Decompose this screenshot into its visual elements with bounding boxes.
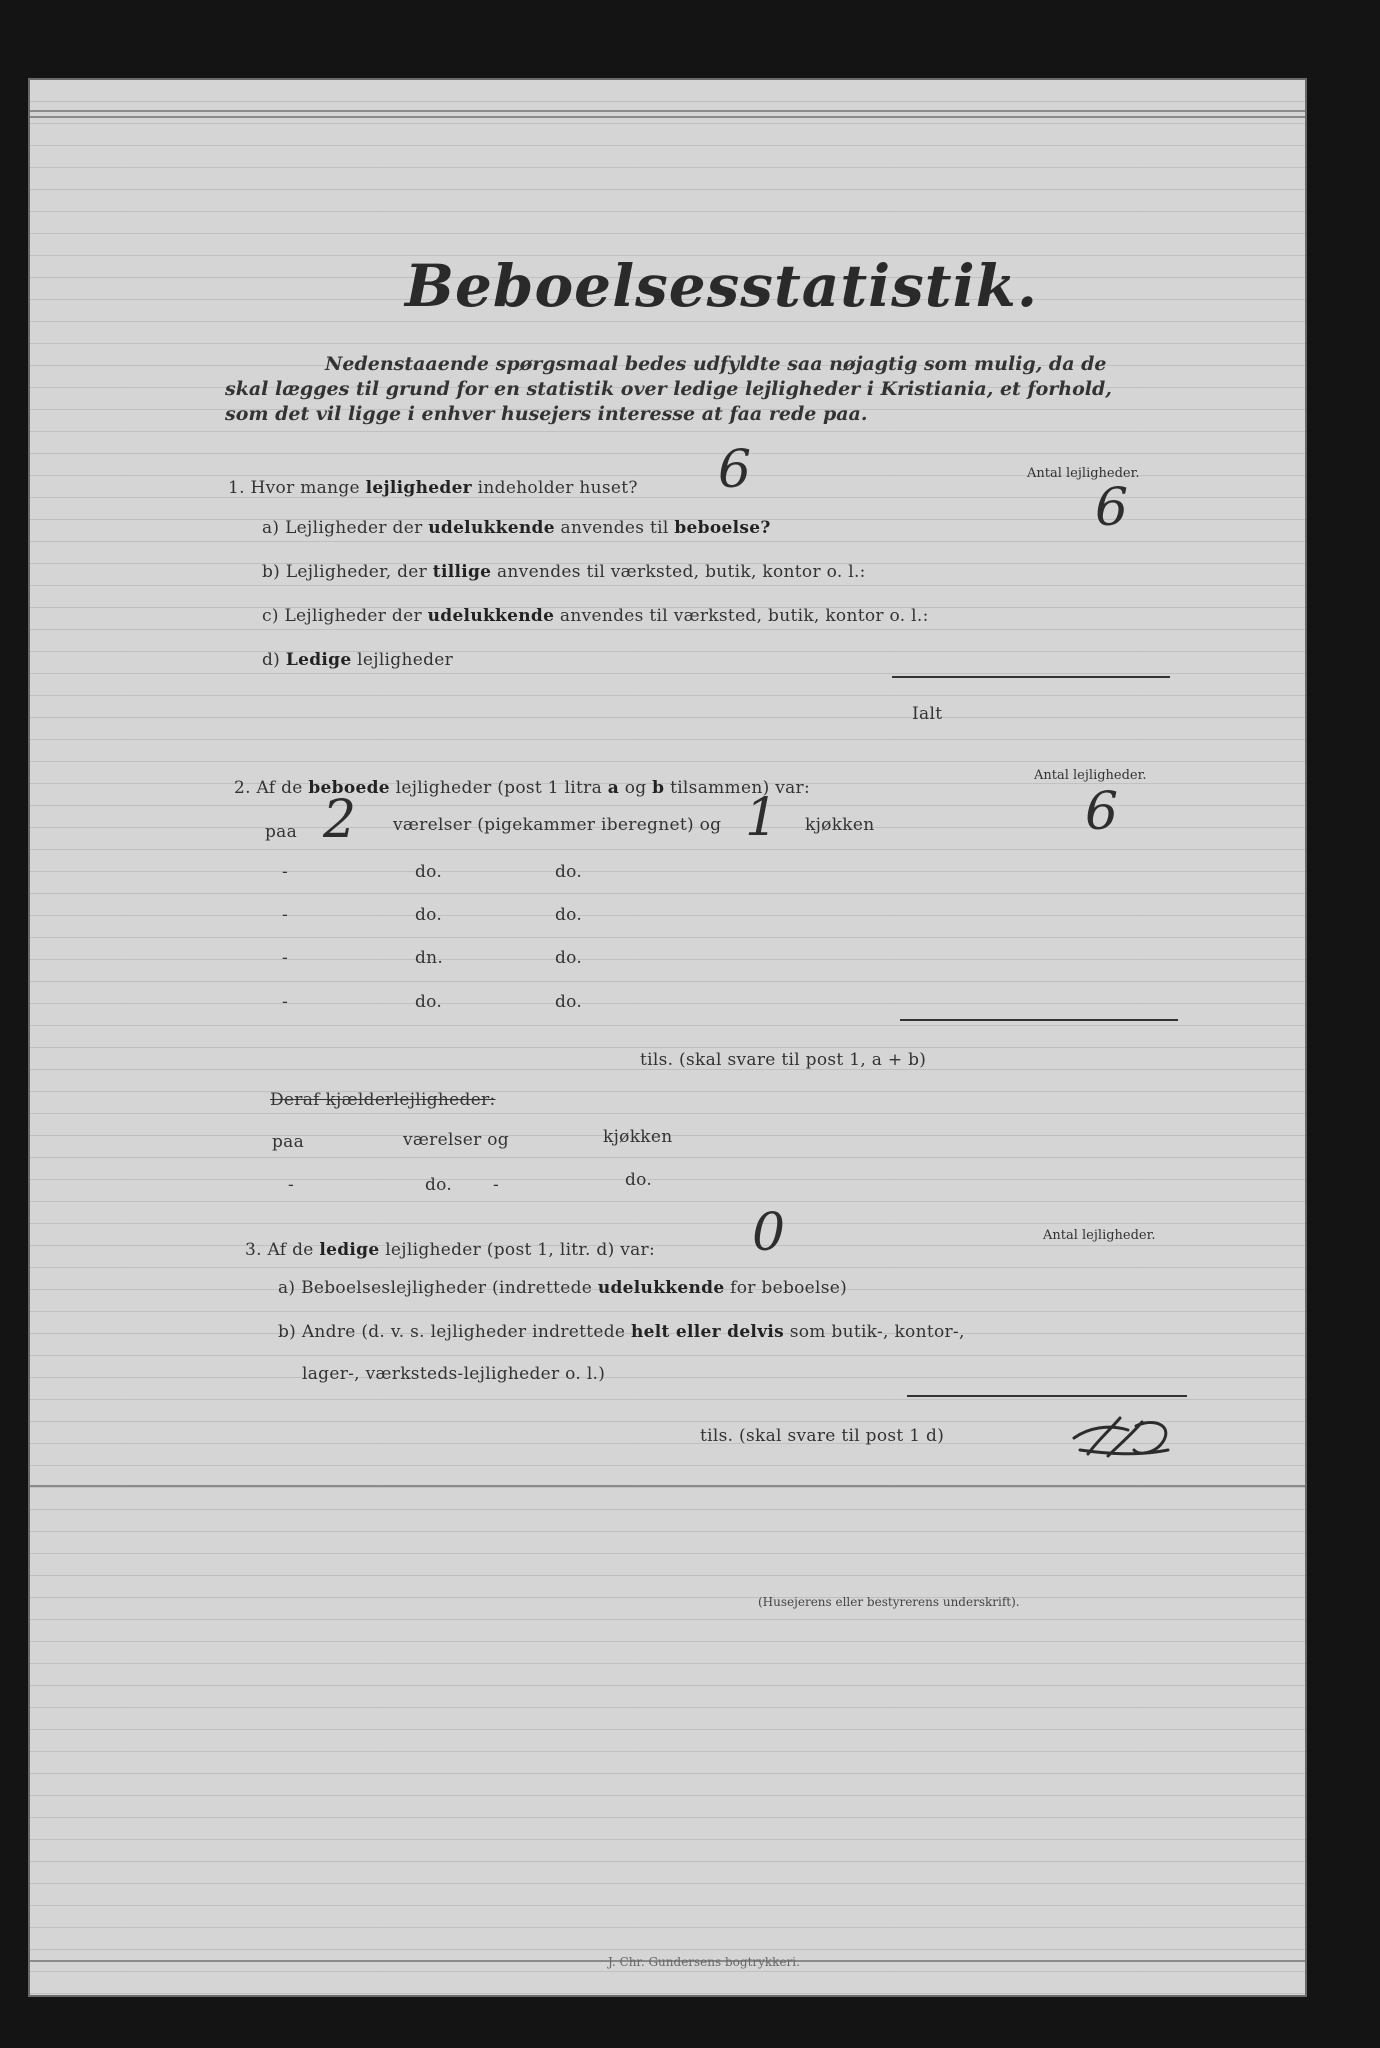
section-rule — [30, 1485, 1305, 1487]
q2-total-line — [900, 1019, 1178, 1021]
q1-b-post: anvendes til værksted, butik, kontor o. l.: — [491, 562, 866, 582]
q2-col-header: Antal lejligheder. — [1034, 768, 1147, 783]
top-rule-2 — [30, 116, 1305, 118]
q1-b — [262, 562, 866, 582]
q1-a-pre: a) Lejligheder der — [262, 518, 429, 538]
q2-row-4-c2: do. — [555, 992, 583, 1012]
q2-cellar-paa: paa — [272, 1132, 305, 1152]
q2-kitchen-label: kjøkken — [805, 815, 875, 835]
q2-text-post: tilsammen) var: — [664, 778, 811, 798]
q3-question — [245, 1240, 655, 1260]
q1-answer-handwritten: 6 — [718, 440, 752, 500]
q2-col-value: 6 — [1085, 782, 1119, 842]
q2-row-1-dash: - — [282, 862, 289, 882]
q2-row-3-c2: do. — [555, 948, 583, 968]
q3-b — [278, 1322, 965, 1342]
top-rule — [30, 110, 1305, 112]
q2-tils: tils. (skal svare til post 1, a + b) — [640, 1050, 927, 1070]
q1-col-value: 6 — [1095, 478, 1129, 538]
q2-cellar-rooms: værelser og — [403, 1130, 509, 1150]
q3-b-bold: helt eller delvis — [631, 1322, 784, 1342]
q3-a-post: for beboelse) — [724, 1278, 848, 1298]
q2-row-4-dash: - — [282, 992, 289, 1012]
q1-col-header: Antal lejligheder. — [1027, 466, 1140, 481]
q1-c-pre: c) Lejligheder der — [262, 606, 428, 626]
q2-cellar-header: Deraf kjælderlejligheder: — [270, 1090, 496, 1110]
q1-c-post: anvendes til værksted, butik, kontor o. l.: — [554, 606, 929, 626]
q2-row-2-c1: do. — [415, 905, 443, 925]
q1-text-post: indeholder huset? — [471, 478, 638, 498]
q3-total-line — [907, 1395, 1187, 1397]
q2-row-3-c1: dn. — [415, 948, 444, 968]
q1-text-bold: lejligheder — [365, 478, 472, 498]
q2-text-og: og — [619, 778, 653, 798]
q3-tils: tils. (skal svare til post 1 d) — [700, 1426, 945, 1446]
q2-row-4-c1: do. — [415, 992, 443, 1012]
q2-row-3-dash: - — [282, 948, 289, 968]
q3-a-pre: a) Beboelseslejligheder (indrettede — [278, 1278, 598, 1298]
q1-d-bold: Ledige — [285, 650, 352, 670]
q1-question — [228, 478, 638, 498]
q1-total-line — [892, 676, 1170, 678]
q2-row-1-c1: do. — [415, 862, 443, 882]
q3-b-line2: lager-, værksteds-lejligheder o. l.) — [302, 1364, 606, 1384]
intro-line-2: skal lægges til grund for en statistik over ledige lejligheder i Kristiania, et forhold, — [225, 378, 1112, 400]
q1-d-post: lejligheder — [351, 650, 454, 670]
q1-a-mid: anvendes til — [554, 518, 675, 538]
q3-b-pre: b) Andre (d. v. s. lejligheder indrettede — [278, 1322, 631, 1342]
q3-answer-handwritten: 0 — [752, 1203, 786, 1263]
q2-row-2-c2: do. — [555, 905, 583, 925]
q1-text-pre: 1. Hvor mange — [228, 478, 366, 498]
q1-b-pre: b) Lejligheder, der — [262, 562, 433, 582]
q1-c — [262, 606, 929, 626]
q2-text-mid: lejligheder (post 1 litra — [389, 778, 608, 798]
signature-caption: (Husejerens eller bestyrerens underskrift). — [758, 1595, 1020, 1609]
q1-b-bold: tillige — [432, 562, 492, 582]
q1-d — [262, 650, 453, 670]
q2-paa: paa — [265, 822, 298, 842]
q3-text-pre: 3. Af de — [245, 1240, 320, 1260]
q2-cellar-dash2: - — [493, 1175, 500, 1195]
q2-rooms-label: værelser (pigekammer iberegnet) og — [393, 815, 722, 835]
q2-row-2-dash: - — [282, 905, 289, 925]
q1-a-bold2: beboelse? — [674, 518, 771, 538]
q2-text-a: a — [607, 778, 620, 798]
printer-imprint: J. Chr. Gundersens bogtrykkeri. — [608, 1955, 800, 1969]
scribble-mark — [1068, 1410, 1178, 1470]
q2-text-b: b — [652, 778, 665, 798]
q2-rooms-answer: 2 — [323, 790, 357, 850]
q2-text-pre: 2. Af de — [234, 778, 309, 798]
q3-b-post: som butik-, kontor-, — [784, 1322, 965, 1342]
q2-cellar-kitchen: kjøkken — [603, 1127, 673, 1147]
q3-text-post: lejligheder (post 1, litr. d) var: — [379, 1240, 656, 1260]
form-title: Beboelsesstatistik. — [405, 252, 1039, 320]
q3-col-header: Antal lejligheder. — [1043, 1228, 1156, 1243]
q2-text-bold: beboede — [308, 778, 390, 798]
q3-a — [278, 1278, 847, 1298]
q3-text-bold: ledige — [319, 1240, 380, 1260]
q1-total-label: Ialt — [912, 704, 943, 724]
q2-row-1-c2: do. — [555, 862, 583, 882]
q1-a — [262, 518, 771, 538]
q2-kitchen-answer: 1 — [745, 788, 779, 848]
intro-line-3: som det vil ligge i enhver husejers interesse at faa rede paa. — [225, 403, 868, 425]
q3-a-bold: udelukkende — [597, 1278, 725, 1298]
q1-c-bold: udelukkende — [427, 606, 555, 626]
q1-d-pre: d) — [262, 650, 286, 670]
q2-cellar-do2: do. — [625, 1170, 653, 1190]
q1-a-bold1: udelukkende — [428, 518, 555, 538]
q2-cellar-do1: do. — [425, 1175, 453, 1195]
intro-line-1: Nedenstaaende spørgsmaal bedes udfyldte saa nøjagtig som mulig, da de — [325, 353, 1107, 375]
q2-question — [234, 778, 810, 798]
q2-cellar-dash: - — [288, 1175, 295, 1195]
